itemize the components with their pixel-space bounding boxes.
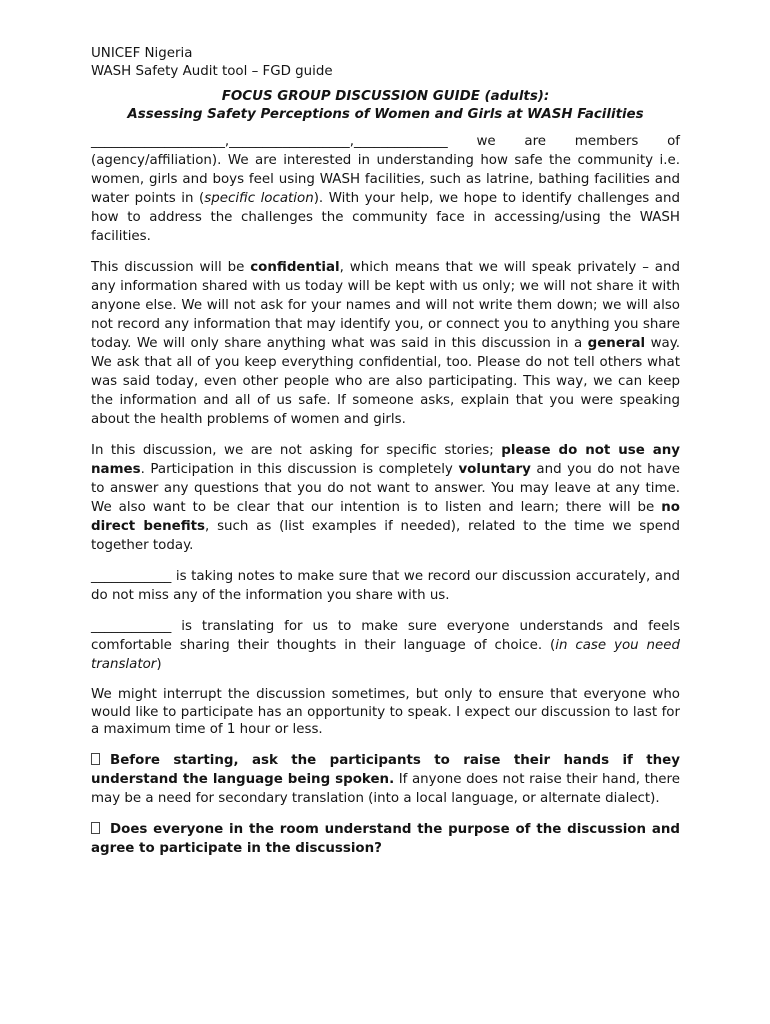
confidential-bold-a: confidential [250, 260, 340, 275]
checkbox-icon [91, 822, 100, 834]
header-org: UNICEF Nigeria [91, 46, 193, 61]
agency-blank-2: __________________ [229, 134, 350, 149]
checklist-item [91, 820, 680, 858]
intro-text-b: ). With your help, we hope to identify challenges and how to address the challenges the community face in accessing/using the WASH facilities. [91, 191, 680, 244]
checklist-item-bold: Before starting, ask the participants to raise their hands if they understand the language being spoken. [91, 752, 680, 787]
header-doc-line: WASH Safety Audit tool – FGD guide [91, 63, 333, 79]
voluntary-bold-a: please do not use any names [91, 443, 681, 477]
translator-blank: ____________ [91, 619, 172, 634]
voluntary-text-a: In this discussion, we are not asking for specific stories; [91, 443, 502, 458]
translator-text-b: ) [156, 657, 162, 672]
voluntary-paragraph [91, 441, 680, 555]
title-line-2: Assessing Safety Perceptions of Women and Girls at WASH Facilities [127, 107, 644, 122]
voluntary-text-b: . Participation in this discussion is completely [140, 462, 459, 477]
confidential-text-c: way. We ask that all of you keep everything confidential, too. Please do not tell others what was said today, even other people who are also participating. This way, we can keep the information and all of us safe. If someone asks, explain that you were speaking about the health problems of women and girls. [91, 336, 680, 427]
interrupt-text: We might interrupt the discussion sometimes, but only to ensure that everyone who would like to participate has an opportunity to speak. I expect our discussion to last for a maximum time of 1 hour or less. [91, 687, 680, 737]
intro-text-a: we are members of (agency/affiliation). We are interested in understanding how safe the community i.e. women, girls and boys feel using WASH facilities, such as latrine, bathing facilities and water points in ( [91, 134, 680, 206]
voluntary-text-c: and you do not have to answer any questions that you do not want to answer. You may leave at any time. We also want to be clear that our intention is to listen and learn; there will be [91, 462, 681, 515]
checklist-item-text: If anyone does not raise their hand, there may be a need for secondary translation (into a local language, or alternate dialect). [91, 771, 680, 806]
voluntary-bold-c: no direct benefits [91, 500, 680, 534]
translator-text-a: is translating for us to make sure everyone understands and feels comfortable sharing their thoughts in their language of choice. ( [91, 619, 680, 653]
agency-blank-1: ____________________ [91, 134, 225, 149]
confidential-text-b: , which means that we will speak privately – and any information shared with us today will be kept with us only; we will not share it with anyone else. We will not ask for your names and will not write them down; we will also not record any information that may identify you, or connect you to anything you share today. We will only share anything what was said in this discussion in a [91, 260, 681, 351]
voluntary-text-d: , such as (list examples if needed), related to the time we spend together today. [91, 519, 680, 553]
notes-text: is taking notes to make sure that we record our discussion accurately, and do not miss any of the information you share with us. [91, 569, 680, 603]
checkbox-icon [91, 753, 100, 765]
intro-comma-1: , [224, 134, 230, 149]
intro-paragraph [91, 132, 680, 246]
notes-paragraph [91, 567, 680, 605]
translator-italic: in case you need translator [91, 638, 681, 672]
confidential-text-a: This discussion will be [91, 260, 251, 275]
agency-blank-3: ______________ [353, 134, 448, 149]
checklist-item [91, 751, 680, 808]
checklist-item-bold: Does everyone in the room understand the purpose of the discussion and agree to participate in the discussion? [91, 821, 680, 856]
confidential-bold-b: general [587, 336, 646, 351]
intro-location: specific location [204, 191, 314, 206]
document-header [91, 45, 680, 80]
interrupt-paragraph [91, 686, 680, 739]
document-title [91, 88, 680, 124]
translator-paragraph [91, 617, 680, 674]
notetaker-blank: ____________ [91, 569, 172, 584]
intro-comma-2: , [349, 134, 354, 149]
confidential-paragraph [91, 258, 680, 429]
voluntary-bold-b: voluntary [458, 462, 531, 477]
title-line-1: FOCUS GROUP DISCUSSION GUIDE (adults): [221, 89, 550, 104]
